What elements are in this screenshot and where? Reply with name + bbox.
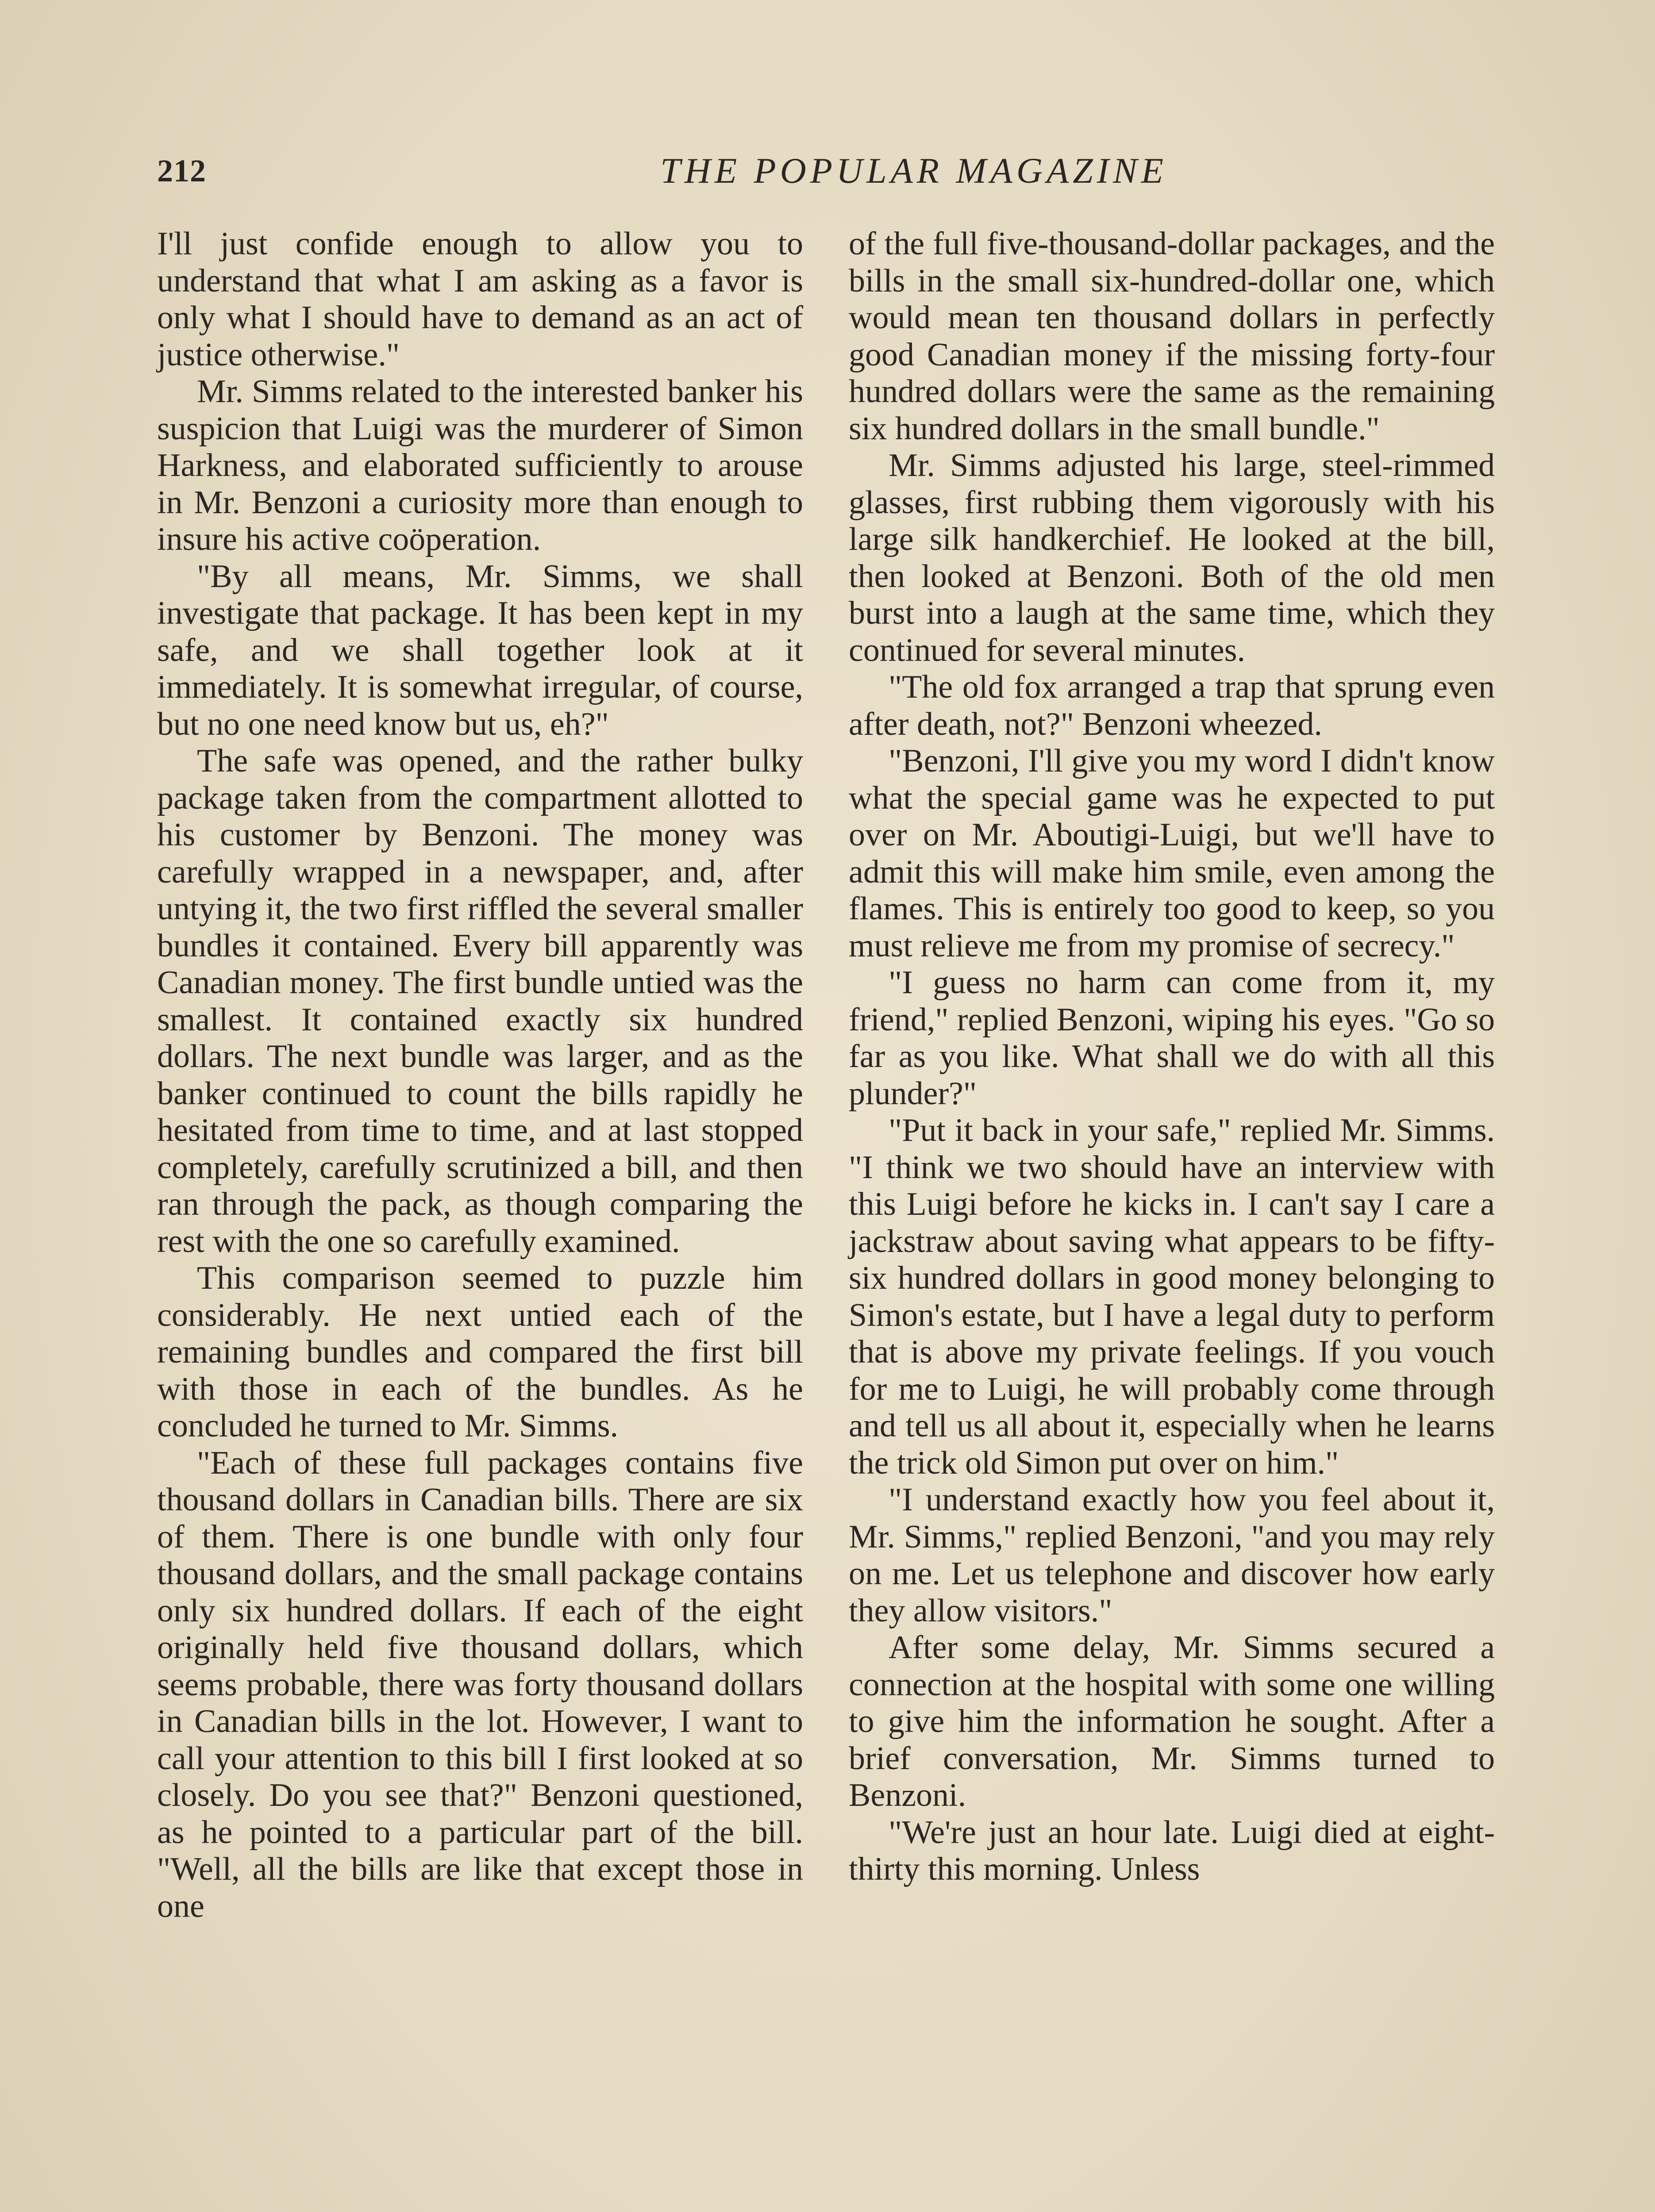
paragraph: Mr. Simms related to the interested banker his suspicion that Luigi was the murderer of Simon Harkness, and elaborated sufficiently to arouse in Mr. Benzoni a curiosity more than enough to insure his active coöperation. xyxy=(157,373,803,557)
paragraph: This comparison seemed to puzzle him considerably. He next untied each of the remaining bundles and compared the first bill with those in each of the bundles. As he concluded he turned to Mr. Simms. xyxy=(157,1260,803,1444)
paragraph: Mr. Simms adjusted his large, steel-rimmed glasses, first rubbing them vigorously with his large silk handkerchief. He looked at the bill, then looked at Benzoni. Both of the old men burst into a laugh at the same time, which they continued for several minutes. xyxy=(849,447,1495,668)
paragraph: After some delay, Mr. Simms secured a connection at the hospital with some one willing to give him the information he sought. After a brief conversation, Mr. Simms turned to Benzoni. xyxy=(849,1629,1495,1813)
paragraph: of the full five-thousand-dollar packages, and the bills in the small six-hundred-dollar one, which would mean ten thousand dollars in perfectly good Canadian money if the missing forty-four hundred dollars were the same as the remaining six hundred dollars in the small bundle." xyxy=(849,226,1495,447)
paragraph: I'll just confide enough to allow you to understand that what I am asking as a favor is only what I should have to demand as an act of justice otherwise." xyxy=(157,226,803,373)
right-column xyxy=(849,226,1495,1888)
paragraph: "I understand exactly how you feel about it, Mr. Simms," replied Benzoni, "and you may rely on me. Let us telephone and discover how early they allow visitors." xyxy=(849,1482,1495,1629)
paragraph: "We're just an hour late. Luigi died at eight-thirty this morning. Unless xyxy=(849,1814,1495,1887)
paragraph: "The old fox arranged a trap that sprung even after death, not?" Benzoni wheezed. xyxy=(849,669,1495,742)
paragraph: "Benzoni, I'll give you my word I didn't know what the special game was he expected to put over on Mr. Aboutigi-Luigi, but we'll have to admit this will make him smile, even among the flames. This is entirely too good to keep, so you must relieve me from my promise of secrecy." xyxy=(849,743,1495,964)
paragraph: "I guess no harm can come from it, my friend," replied Benzoni, wiping his eyes. "Go so far as you like. What shall we do with all this plunder?" xyxy=(849,964,1495,1112)
left-column xyxy=(157,226,803,1925)
running-title: THE POPULAR MAGAZINE xyxy=(660,150,1167,191)
paragraph: "By all means, Mr. Simms, we shall investigate that package. It has been kept in my safe, and we shall together look at it immediately. It is somewhat irregular, of course, but no one need know but us, eh?" xyxy=(157,558,803,742)
paragraph: "Each of these full packages contains five thousand dollars in Canadian bills. There are six of them. There is one bundle with only four thousand dollars, and the small package contains only six hundred dollars. If each of the eight originally held five thousand dollars, which seems probable, there was forty thousand dollars in Canadian bills in the lot. However, I want to call your attention to this bill I first looked at so closely. Do you see that?" Benzoni questioned, as he pointed to a particular part of the bill. "Well, all the bills are like that except those in one xyxy=(157,1444,803,1924)
paragraph: The safe was opened, and the rather bulky package taken from the compartment allotted to his customer by Benzoni. The money was carefully wrapped in a newspaper, and, after untying it, the two first riffled the several smaller bundles it contained. Every bill apparently was Canadian money. The first bundle untied was the smallest. It contained exactly six hundred dollars. The next bundle was larger, and as the banker continued to count the bills rapidly he hesitated from time to time, and at last stopped completely, carefully scrutinized a bill, and then ran through the pack, as though comparing the rest with the one so carefully examined. xyxy=(157,743,803,1260)
page-header xyxy=(157,150,1502,201)
page-number: 212 xyxy=(157,153,206,188)
paragraph: "Put it back in your safe," replied Mr. Simms. "I think we two should have an interview with this Luigi before he kicks in. I can't say I care a jackstraw about saving what appears to be fifty-six hundred dollars in good money belonging to Simon's estate, but I have a legal duty to perform that is above my private feelings. If you vouch for me to Luigi, he will probably come through and tell us all about it, especially when he learns the trick old Simon put over on him." xyxy=(849,1112,1495,1481)
